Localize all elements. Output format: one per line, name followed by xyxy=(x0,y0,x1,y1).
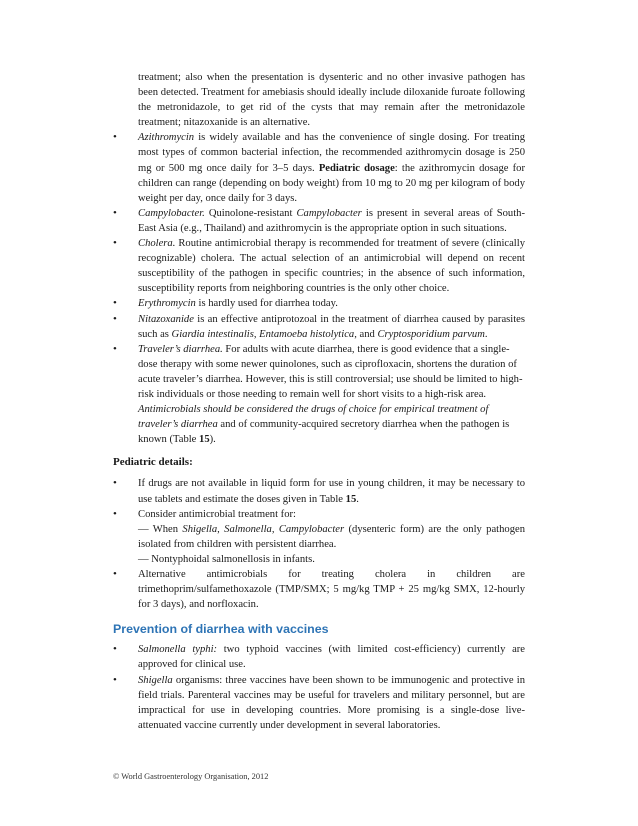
bullet-icon: • xyxy=(113,206,117,219)
bullet-azithromycin: • Azithromycin is widely available and has the convenience of single dosing. For treating most types of common bacterial infection, the recommended azithromycin dosage is 250 mg or 500 mg once daily for 3–5 days. Pediatric dosage: the azithromycin dosage for children can range (depending on body weight) from 10 mg to 20 mg per kilogram of body weight per day, once daily for 3 days. xyxy=(113,131,526,204)
bullet-icon: • xyxy=(113,297,117,310)
bullet-icon: • xyxy=(113,568,117,580)
bullet-icon: • xyxy=(113,342,117,355)
pediatric-details-heading: Pediatric details: xyxy=(113,456,193,469)
continued-paragraph: treatment; also when the presentation is dysenteric and no other invasive pathogen has been detected. Treatment for amebiasis should ideally include diloxanide furoate following the metronidazole, to get rid of the cysts that may remain after the metronidazole treatment; nitazoxanide is an alternative. xyxy=(138,72,525,129)
bullet-icon: • xyxy=(113,237,117,250)
bullet-shigella: • Shigella organisms: three vaccines have been shown to be immunogenic and protective in field trials. Parenteral vaccines may be useful for travelers and military personnel, but are impractical for use in developing countries. More promising is a single-dose live-attenuated vaccine currently under development in several laboratories. xyxy=(113,673,525,731)
bullet-icon: • xyxy=(113,477,117,490)
bullet-cholera: • Cholera. Routine antimicrobial therapy is recommended for treatment of severe (clinically recognizable) cholera. The actual selection of an antimicrobial will depend on recent susceptibility of the pathogen in specific countries; in the absence of such information, susceptibility reports from neighboring countries is the only other choice. xyxy=(113,237,525,295)
bullet-icon: • xyxy=(113,312,117,325)
bullet-consider-treatment: • Consider antimicrobial treatment for: xyxy=(113,507,525,522)
bullet-icon: • xyxy=(113,131,117,144)
bullet-travelers-diarrhea: • Traveler’s diarrhea. For adults with acute diarrhea, there is good evidence that a single-dose therapy with some newer quinolones, such as ciprofloxacin, shortens the duration of acute traveler’s diarrhea. However, this is still controversial; use should be limited to high-risk individuals or those needing to remain well for short visits to a high-risk area. Antimicrobials should be considered the drugs of choice for empirical treatment of traveler’s diarrhea and of community-acquired secretory diarrhea when the pathogen is known (Table 15). xyxy=(113,342,523,446)
bullet-icon: • xyxy=(113,673,117,686)
vaccines-section-title: Prevention of diarrhea with vaccines xyxy=(113,622,329,637)
dash-item-pathogens: — When Shigella, Salmonella, Campylobacter (dysenteric form) are the only pathogen isolated from children with persistent diarrhea. xyxy=(138,523,525,550)
bullet-liquid-form: • If drugs are not available in liquid form for use in young children, it may be necessary to use tablets and estimate the doses given in Table 15. xyxy=(113,477,525,505)
bullet-erythromycin: • Erythromycin is hardly used for diarrhea today. xyxy=(113,296,525,311)
bullet-nitazoxanide: • Nitazoxanide is an effective antiprotozoal in the treatment of diarrhea caused by parasites such as Giardia intestinalis, Entamoeba histolytica, and Cryptosporidium parvum. xyxy=(113,312,525,340)
bullet-salmonella-typhi: • Salmonella typhi: two typhoid vaccines (with limited cost-efficiency) currently are approved for clinical use. xyxy=(113,643,526,671)
bullet-campylobacter: • Campylobacter. Quinolone-resistant Campylobacter is present in several areas of South-East Asia (e.g., Thailand) and azithromycin is the appropriate option in such situations. xyxy=(113,206,525,234)
bullet-icon: • xyxy=(113,643,117,656)
bullet-alternative-cholera: • Alternative antimicrobials for treating cholera in children are trimethoprim/sulfamethoxazole (TMP/SMX; 5 mg/kg TMP + 25 mg/kg SMX, 12-hourly for 3 days), and norfloxacin. xyxy=(113,568,525,611)
bullet-icon: • xyxy=(113,507,117,520)
dash-item-salmonellosis: — Nontyphoidal salmonellosis in infants. xyxy=(138,553,315,565)
page-content xyxy=(113,70,525,733)
copyright-footer: © World Gastroenterology Organisation, 2012 xyxy=(113,772,269,781)
